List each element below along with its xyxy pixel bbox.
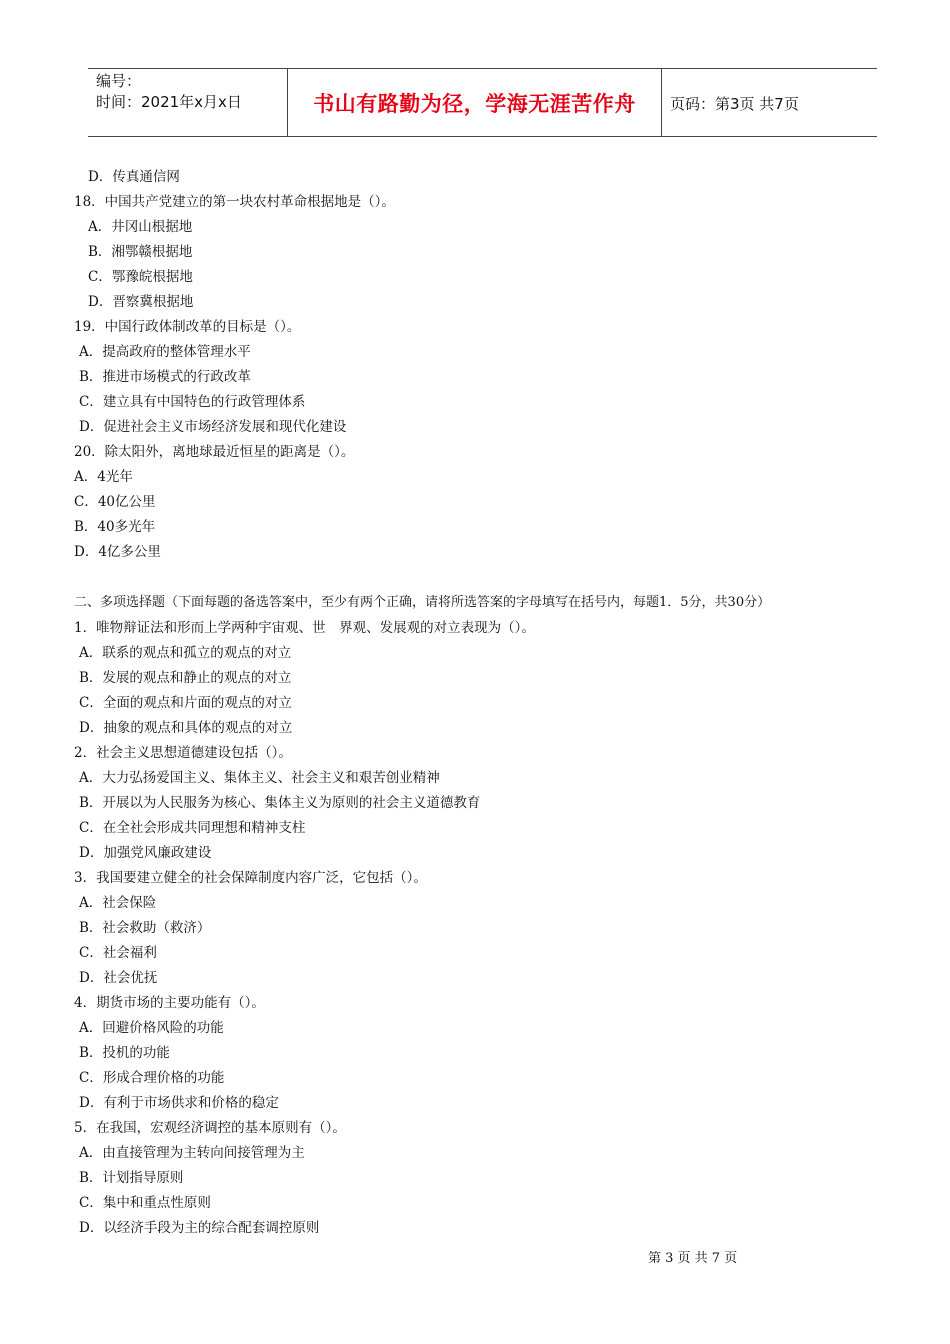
option-line: A．大力弘扬爱国主义、集体主义、社会主义和艰苦创业精神: [79, 770, 440, 786]
question-line: 4．期货市场的主要功能有（）。: [74, 995, 265, 1011]
option-line: B．发展的观点和静止的观点的对立: [79, 670, 292, 686]
option-line: B．开展以为人民服务为核心、集体主义为原则的社会主义道德教育: [79, 795, 481, 811]
question-line: 19．中国行政体制改革的目标是（）。: [74, 319, 301, 335]
option-line: A．社会保险: [79, 895, 157, 911]
option-line: B．社会救助（救济）: [79, 920, 211, 936]
option-line: A．提高政府的整体管理水平: [79, 344, 251, 360]
date-label: 时间：2021年x月x日: [96, 93, 242, 111]
option-line: D．以经济手段为主的综合配套调控原则: [79, 1220, 320, 1236]
option-line: D．促进社会主义市场经济发展和现代化建设: [79, 419, 347, 435]
option-line: C．形成合理价格的功能: [79, 1070, 225, 1086]
question-line: 3．我国要建立健全的社会保障制度内容广泛，它包括（）。: [74, 870, 427, 886]
page-header: [88, 68, 877, 137]
option-line: C．全面的观点和片面的观点的对立: [79, 695, 292, 711]
header-motto: 书山有路勤为径，学海无涯苦作舟: [287, 69, 662, 136]
option-line: A．回避价格风险的功能: [79, 1020, 224, 1036]
option-line: D．晋察冀根据地: [88, 294, 194, 310]
question-line: 1．唯物辩证法和形而上学两种宇宙观、世 界观、发展观的对立表现为（）。: [74, 620, 535, 636]
option-line: B．湘鄂赣根据地: [88, 244, 193, 260]
header-meta: [96, 71, 242, 113]
option-line: A．井冈山根据地: [88, 219, 193, 235]
option-line: D．传真通信网: [88, 169, 180, 185]
option-line: C．鄂豫皖根据地: [88, 269, 193, 285]
option-line: C．集中和重点性原则: [79, 1195, 211, 1211]
section-heading: 二、多项选择题（下面每题的备选答案中，至少有两个正确，请将所选答案的字母填写在括号内，每题1．5分，共30分）: [74, 595, 771, 610]
page-footer: 第 3 页 共 7 页: [648, 1251, 738, 1266]
option-line: D．有利于市场供求和价格的稳定: [79, 1095, 279, 1111]
header-page-label: 页码：第3页 共7页: [670, 95, 799, 113]
question-line: 2．社会主义思想道德建设包括（）。: [74, 745, 292, 761]
option-line: D．社会优抚: [79, 970, 158, 986]
option-line: D．加强党风廉政建设: [79, 845, 212, 861]
question-line: 5．在我国，宏观经济调控的基本原则有（）。: [74, 1120, 346, 1136]
option-line: C．社会福利: [79, 945, 157, 961]
serial-label: 编号：: [96, 72, 142, 90]
option-line: A．由直接管理为主转向间接管理为主: [79, 1145, 305, 1161]
option-line: D．4亿多公里: [74, 544, 161, 560]
option-line: B．投机的功能: [79, 1045, 170, 1061]
option-line: A．联系的观点和孤立的观点的对立: [79, 645, 292, 661]
option-line: B．40多光年: [74, 519, 156, 535]
question-line: 20．除太阳外，离地球最近恒星的距离是（）。: [74, 444, 355, 460]
option-line: D．抽象的观点和具体的观点的对立: [79, 720, 293, 736]
option-line: B．计划指导原则: [79, 1170, 184, 1186]
option-line: C．40亿公里: [74, 494, 156, 510]
option-line: B．推进市场模式的行政改革: [79, 369, 251, 385]
option-line: A．4光年: [74, 469, 133, 485]
option-line: C．在全社会形成共同理想和精神支柱: [79, 820, 306, 836]
option-line: C．建立具有中国特色的行政管理体系: [79, 394, 306, 410]
question-line: 18．中国共产党建立的第一块农村革命根据地是（）。: [74, 194, 395, 210]
